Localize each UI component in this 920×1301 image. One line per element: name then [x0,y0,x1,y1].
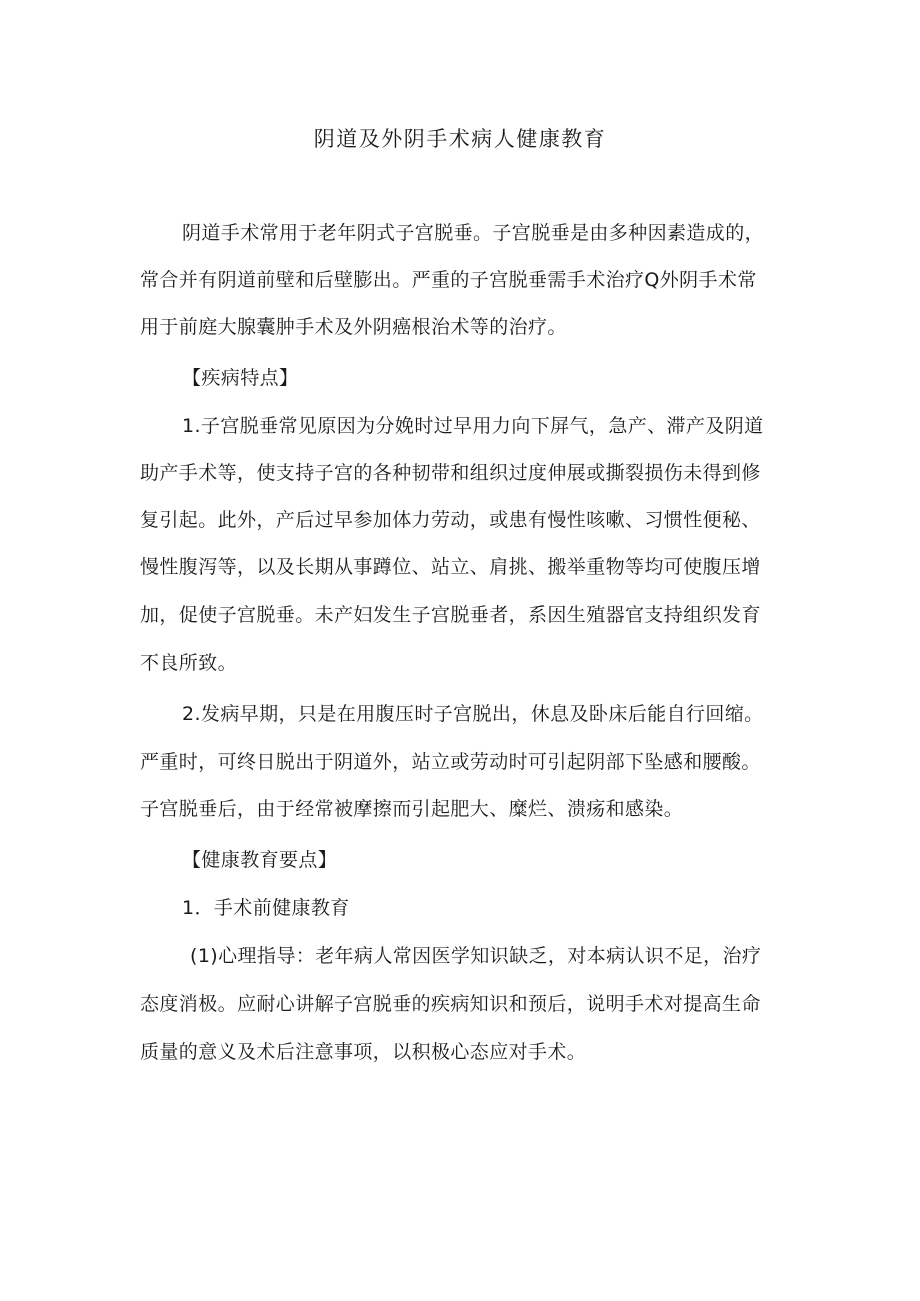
intro-line: 阴道手术常用于老年阴式子宫脱垂。子宫脱垂是由多种因素造成的， [182,222,765,244]
paragraph-line: 1.子宫脱垂常见原因为分娩时过早用力向下屏气，急产、滞产及阴道 [182,415,764,437]
paragraph-line: 助产手术等，使支持子宫的各种韧带和组织过度伸展或撕裂损伤未得到修 [140,462,761,484]
paragraph-line: 态度消极。应耐心讲解子宫脱垂的疾病知识和预后，说明手术对提高生命 [140,993,761,1015]
section-heading-education: 【健康教育要点】 [182,849,338,871]
paragraph-line: 慢性腹泻等，以及长期从事蹲位、站立、肩挑、搬举重物等均可使腹压增 [140,556,761,578]
section-heading-disease: 【疾病特点】 [182,367,299,389]
intro-line: 常合并有阴道前壁和后壁膨出。严重的子宫脱垂需手术治疗Q外阴手术常 [140,269,757,291]
paragraph-line: (1)心理指导：老年病人常因医学知识缺乏，对本病认识不足，治疗 [190,945,762,967]
document-title: 阴道及外阴手术病人健康教育 [313,127,607,151]
subsection-heading: 1．手术前健康教育 [182,897,350,919]
paragraph-line: 不良所致。 [140,652,238,674]
intro-line: 用于前庭大腺囊肿手术及外阴癌根治术等的治疗。 [140,316,567,338]
paragraph-line: 子宫脱垂后，由于经常被摩擦而引起肥大、糜烂、溃疡和感染。 [140,798,684,820]
paragraph-line: 复引起。此外，产后过早参加体力劳动，或患有慢性咳嗽、习惯性便秘、 [140,509,761,531]
paragraph-line: 严重时，可终日脱出于阴道外，站立或劳动时可引起阴部下坠感和腰酸。 [140,751,761,773]
paragraph-line: 加，促使子宫脱垂。未产妇发生子宫脱垂者，系因生殖器官支持组织发育 [140,604,761,626]
paragraph-line: 2.发病早期，只是在用腹压时子宫脱出，休息及卧床后能自行回缩。 [182,703,764,725]
paragraph-line: 质量的意义及术后注意事项，以积极心态应对手术。 [140,1041,587,1063]
